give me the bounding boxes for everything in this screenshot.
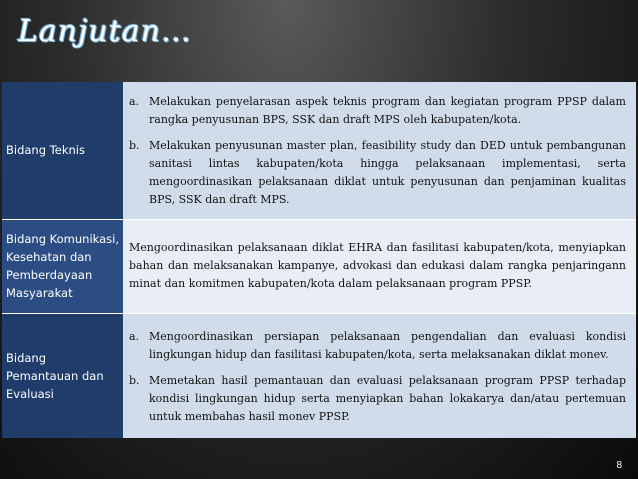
item-marker: b. [129,139,140,153]
row-content: Mengoordinasikan pelaksanaan diklat EHRA dan fasilitasi kabupaten/kota, menyiapkan bahan dan melaksanakan kampanye, advokasi dan edukasi dalam rangka penjaringann minat dan komitmen kabupaten/kota dalam pelaksanaan program PPSP. [123,219,636,313]
table-row-teknis [2,82,636,219]
row-label: Bidang Teknis [2,82,123,219]
item-marker: a. [129,329,140,343]
item-text: Memetakan hasil pemantauan dan evaluasi pelaksanaan program PPSP terhadap kondisi lingkungan hidup serta menyiapkan bahan lokakarya dan/atau pertemuan untuk membahas hasil monev PPSP. [149,373,626,423]
table-row-pemantauan [2,313,636,438]
list-item [129,137,626,209]
item-text: Melakukan penyusunan master plan, feasibility study dan DED untuk pembangunan sanitasi lintas kabupaten/kota hingga pelaksanaan implementasi, serta mengoordinasikan pelaksanaan diklat untuk penyusunan dan penjaminan kualitas BPS, SSK dan draft MPS. [149,139,626,207]
item-marker: b. [129,373,140,387]
page-number: 8 [616,460,622,471]
list-item [129,93,626,129]
table-row-komunikasi [2,219,636,313]
item-text: Mengoordinasikan persiapan pelaksanaan pengendalian dan evaluasi kondisi lingkungan hidup dan fasilitasi kabupaten/kota, serta melaksanakan diklat monev. [149,329,626,361]
row-label: Bidang Komunikasi, Kesehatan dan Pemberdayaan Masyarakat [2,219,123,313]
slide-title: Lanjutan… [18,14,193,49]
responsibility-table [2,82,636,438]
row-content [123,82,636,219]
item-marker: a. [129,95,140,109]
list-item [129,372,626,426]
item-text: Melakukan penyelarasan aspek teknis program dan kegiatan program PPSP dalam rangka penyusunan BPS, SSK dan draft MPS oleh kabupaten/kota. [149,95,626,127]
row-content [123,313,636,438]
list-item [129,328,626,364]
row-label: Bidang Pemantauan dan Evaluasi [2,313,123,438]
